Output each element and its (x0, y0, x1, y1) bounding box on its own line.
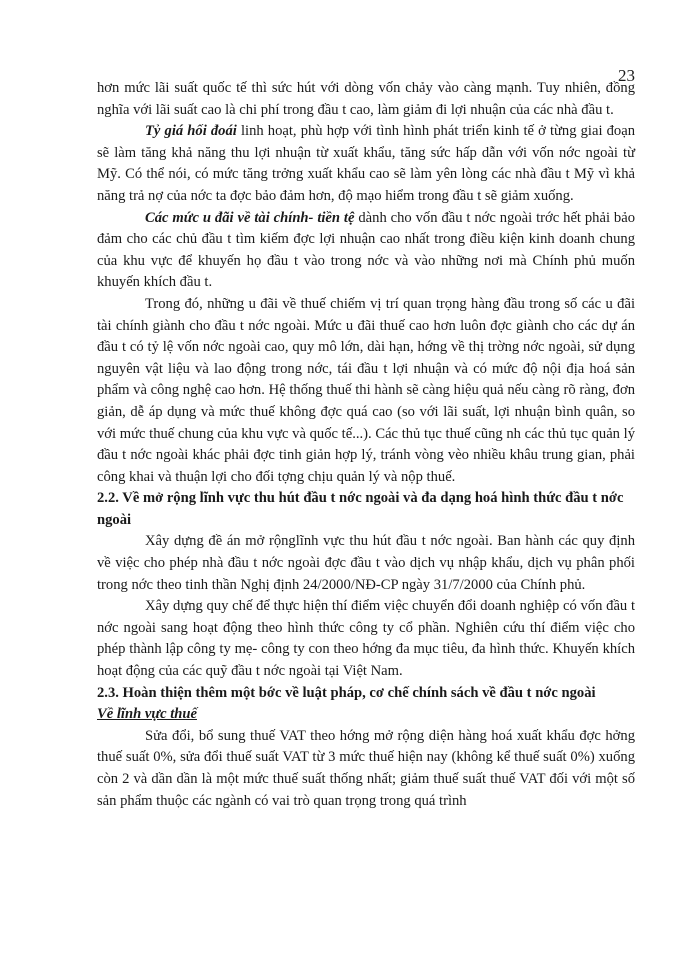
section-2-2-paragraph-1: Xây dựng đề án mở rộnglĩnh vực thu hút đầu t nớc ngoài. Ban hành các quy định về việc cho phép nhà đầu t nớc ngoài đợc đầu t vào dịch vụ nhập khẩu, dịch vụ phân phối trong nớc theo tinh thần Nghị định 24/2000/NĐ-CP ngày 31/7/2000 của Chính phủ. (97, 533, 635, 593)
term-financial-incentives: Các mức u đãi về tài chính- tiền tệ (145, 209, 355, 226)
subheading-tax: Về lĩnh vực thuế (97, 706, 197, 723)
paragraph-exchange-rate (97, 121, 635, 207)
section-heading-2-2: 2.2. Về mở rộng lĩnh vực thu hút đầu t nớc ngoài và đa dạng hoá hình thức đầu t nớc ngoài (97, 490, 624, 528)
term-exchange-rate: Tỷ giá hối đoái (145, 123, 237, 140)
section-heading-2-3: 2.3. Hoàn thiện thêm một bớc về luật pháp, cơ chế chính sách về đầu t nớc ngoài (97, 684, 596, 701)
document-body (97, 78, 635, 812)
section-2-2-paragraph-2: Xây dựng quy chế để thực hiện thí điểm việc chuyển đổi doanh nghiệp có vốn đầu t nớc ngoài sang hoạt động theo hình thức công ty cổ phần. Nghiên cứu thí điểm việc cho phép thành lập công ty mẹ- công ty con theo hớng đa mục tiêu, đa hình thức. Khuyến khích hoạt động của các quỹ đầu t nớc ngoài tại Việt Nam. (97, 598, 635, 680)
section-2-3-paragraph-1: Sửa đổi, bổ sung thuế VAT theo hớng mở rộng diện hàng hoá xuất khẩu đợc hởng thuế suất 0%, sửa đổi thuế suất VAT từ 3 mức thuế hiện nay (không kể thuế suất 0%) xuống còn 2 và dần dần là một mức thuế suất thống nhất; giảm thuế suất thuế VAT đối với một số sản phẩm thuộc các ngành có vai trò quan trọng trong quá trình (97, 727, 635, 809)
paragraph-financial-incentives (97, 208, 635, 294)
paragraph-tax-incentives: Trong đó, những u đãi về thuế chiếm vị trí quan trọng hàng đầu trong số các u đãi tài chính giành cho đầu t nớc ngoài. Mức u đãi thuế cao hơn luôn đợc giành cho các dự án đầu t có tỷ lệ vốn nớc ngoài cao, quy mô lớn, dài hạn, hớng về thị trờng nớc ngoài, sử dụng nguyên vật liệu và lao động trong nớc, tái đầu t lợi nhuận và có mức độ nội địa hoá sản phẩm và công nghệ cao hơn. Hệ thống thuế thi hành sẽ càng hiệu quả nếu càng rõ ràng, đơn giản, dễ áp dụng và mức thuế không đợc quá cao (so với lãi suất, lợi nhuận bình quân, so với mức thuế chung của khu vực và quốc tế...). Các thủ tục thuế cũng nh các thủ tục quản lý đầu t nớc ngoài khác phải đợc tinh giản hợp lý, tránh vòng vèo nhiều khâu trung gian, phải công khai và thuận lợi cho đối tợng chịu quản lý và nộp thuế. (97, 295, 635, 485)
paragraph-1: hơn mức lãi suất quốc tế thì sức hút với dòng vốn chảy vào càng mạnh. Tuy nhiên, đồng nghĩa với lãi suất cao là chi phí trong đầu t cao, làm giảm đi lợi nhuận của các nhà đầu t. (97, 80, 635, 118)
page-number: 23 (618, 66, 635, 85)
paragraph-exchange-rate-text: linh hoạt, phù hợp với tình hình phát triển kinh tế ở từng giai đoạn sẽ làm tăng khả năng thu lợi nhuận từ xuất khẩu, tăng sức hấp dẫn với vốn nớc ngoài từ Mỹ. Có thể nói, có mức tăng trởng xuất khẩu cao sẽ làm yên lòng các nhà đầu t Mỹ vì khả năng trả nợ của nớc ta đợc bảo đảm hơn, độ mạo hiểm trong đầu t sẽ giảm xuống. (97, 123, 636, 204)
paragraph-financial-incentives-text: dành cho vốn đầu t nớc ngoài trớc hết phải bảo đảm cho các chủ đầu t tìm kiếm đợc lợi nhuận cao nhất trong điều kiện kinh doanh chung của khu vực để khuyến họ đầu t vào trong nớc và vào những nơi mà Chính phủ muốn khuyến khích đầu t. (97, 209, 635, 291)
